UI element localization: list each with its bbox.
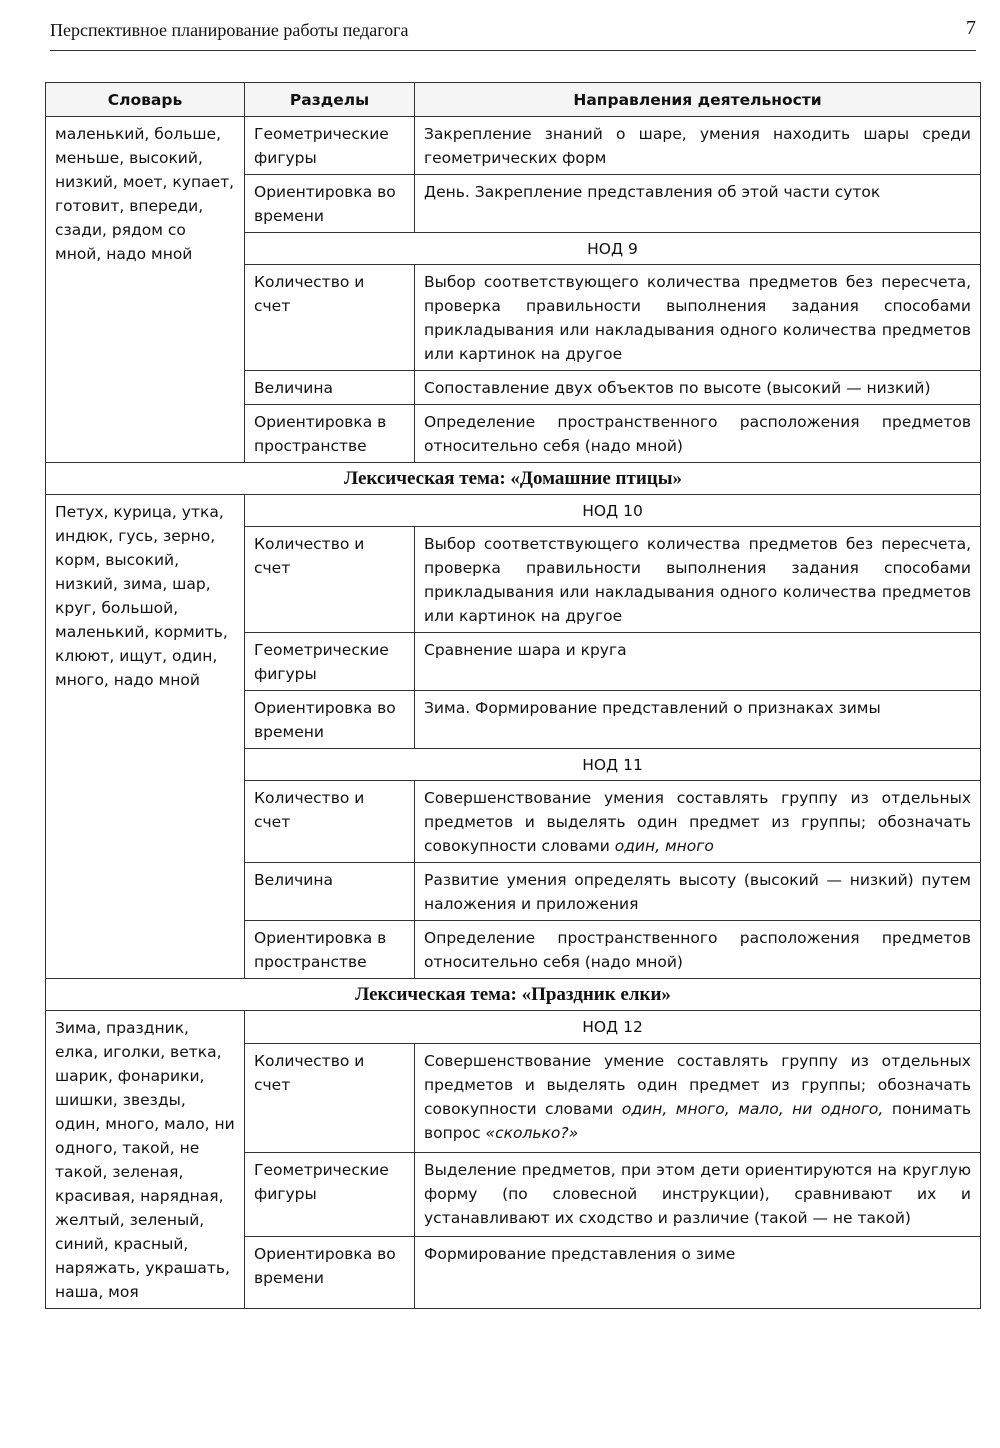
nod-label: НОД 9 bbox=[245, 233, 981, 265]
lexical-theme-title: Лексическая тема: «Праздник елки» bbox=[46, 979, 981, 1011]
direction-italic-text: один, много bbox=[614, 837, 714, 855]
direction-italic-question: «сколько?» bbox=[485, 1123, 579, 1142]
direction-cell: Закрепление знаний о шаре, умения находить шары среди геометрических форм bbox=[415, 117, 981, 175]
direction-tail-text: понимать вопрос bbox=[424, 1099, 971, 1142]
section-cell: Величина bbox=[245, 371, 415, 405]
page-number: 7 bbox=[966, 17, 976, 39]
column-header-vocab: Словарь bbox=[46, 83, 245, 117]
nod-label: НОД 12 bbox=[245, 1011, 981, 1044]
theme-row bbox=[46, 979, 981, 1011]
section-cell: Величина bbox=[245, 863, 415, 921]
direction-cell: Выделение предметов, при этом дети ориентируются на круглую форму (по словесной инструкции), сравнивают их и устанавливают их сходство и различие (такой — не такой) bbox=[415, 1152, 981, 1236]
section-cell: Количество и счет bbox=[245, 781, 415, 863]
table-header-row bbox=[46, 83, 981, 117]
direction-cell: Определение пространственного расположения предметов относительно себя (надо мной) bbox=[415, 921, 981, 979]
direction-text: Совершенствование умение составлять группу из отдельных предметов и выделять один предмет из группы; обозначать совокупности словами bbox=[424, 1051, 971, 1118]
vocab-cell: Зима, праздник, елка, иголки, ветка, шарик, фонарики, шишки, звезды, один, много, мало, ни одного, такой, не такой, зеленая, красивая, нарядная, желтый, зеленый, синий, красный, наряжать, украшать, наша, моя bbox=[46, 1011, 245, 1309]
direction-cell: Выбор соответствующего количества предметов без пересчета, проверка правильности выполнения задания способами прикладывания или накладывания одного количества предметов или картинок на другое bbox=[415, 527, 981, 633]
direction-italic-text: один, много, мало, ни одного, bbox=[621, 1099, 884, 1118]
direction-cell: Выбор соответствующего количества предметов без пересчета, проверка правильности выполнения задания способами прикладывания или накладывания одного количества предметов или картинок на другое bbox=[415, 265, 981, 371]
theme-row bbox=[46, 463, 981, 495]
section-cell: Ориентировка во времени bbox=[245, 175, 415, 233]
direction-cell: Формирование представления о зиме bbox=[415, 1237, 981, 1309]
lexical-theme-title: Лексическая тема: «Домашние птицы» bbox=[46, 463, 981, 495]
section-cell: Ориентировка во времени bbox=[245, 691, 415, 749]
section-cell: Ориентировка в пространстве bbox=[245, 921, 415, 979]
direction-cell bbox=[415, 1043, 981, 1152]
nod-row bbox=[46, 495, 981, 527]
direction-cell: Сравнение шара и круга bbox=[415, 633, 981, 691]
vocab-cell: Петух, курица, утка, индюк, гусь, зерно, корм, высокий, низкий, зима, шар, круг, большой, маленький, кормить, клюют, ищут, один, много, надо мной bbox=[46, 495, 245, 979]
running-title: Перспективное планирование работы педагога bbox=[50, 20, 409, 40]
section-cell: Геометрические фигуры bbox=[245, 1152, 415, 1236]
running-header bbox=[50, 12, 976, 51]
direction-text: Совершенствование умения составлять группу из отдельных предметов и выделять один предмет из группы; обозначать совокупности словами bbox=[424, 789, 971, 855]
direction-cell: Развитие умения определять высоту (высокий — низкий) путем наложения и приложения bbox=[415, 863, 981, 921]
vocab-cell: маленький, больше, меньше, высокий, низкий, моет, купает, готовит, впереди, сзади, рядом со мной, надо мной bbox=[46, 117, 245, 463]
column-header-directions: Направления деятельности bbox=[415, 83, 981, 117]
section-cell: Геометрические фигуры bbox=[245, 633, 415, 691]
direction-cell: День. Закрепление представления об этой части суток bbox=[415, 175, 981, 233]
section-cell: Количество и счет bbox=[245, 265, 415, 371]
direction-cell: Сопоставление двух объектов по высоте (высокий — низкий) bbox=[415, 371, 981, 405]
direction-cell: Зима. Формирование представлений о признаках зимы bbox=[415, 691, 981, 749]
section-cell: Количество и счет bbox=[245, 1043, 415, 1152]
nod-label: НОД 11 bbox=[245, 749, 981, 781]
direction-cell bbox=[415, 781, 981, 863]
planning-table bbox=[45, 82, 981, 1309]
section-cell: Ориентировка во времени bbox=[245, 1237, 415, 1309]
nod-label: НОД 10 bbox=[245, 495, 981, 527]
column-header-sections: Разделы bbox=[245, 83, 415, 117]
section-cell: Ориентировка в пространстве bbox=[245, 405, 415, 463]
section-cell: Геометрические фигуры bbox=[245, 117, 415, 175]
direction-cell: Определение пространственного расположения предметов относительно себя (надо мной) bbox=[415, 405, 981, 463]
table-row bbox=[46, 117, 981, 175]
section-cell: Количество и счет bbox=[245, 527, 415, 633]
nod-row bbox=[46, 1011, 981, 1044]
